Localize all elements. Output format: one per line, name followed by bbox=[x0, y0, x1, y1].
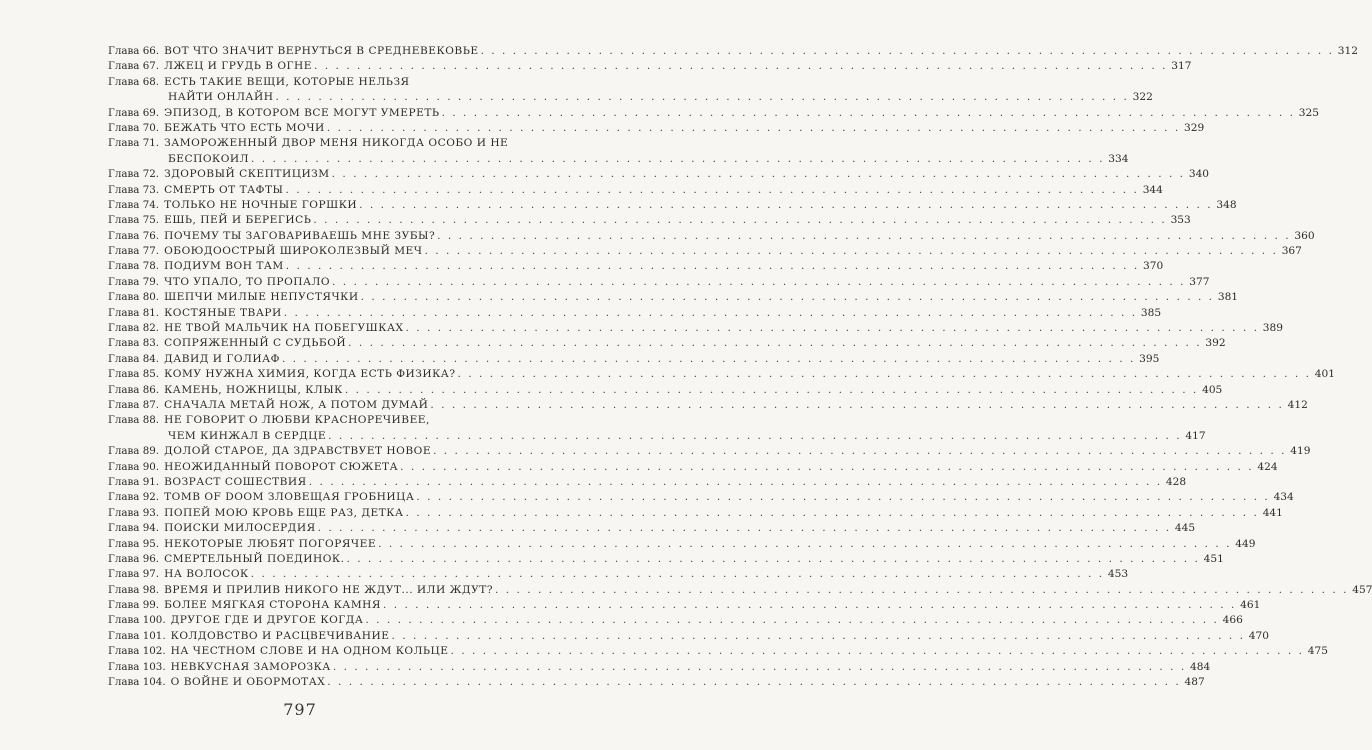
page-ref: 367 bbox=[1281, 245, 1302, 258]
chapter-title: О ВОЙНЕ И ОБОРМОТАХ bbox=[170, 676, 326, 689]
chapter-title-continued: БЕСПОКОИЛ bbox=[168, 152, 250, 165]
page-ref: 329 bbox=[1184, 121, 1205, 134]
chapter-title: ДРУГОЕ ГДЕ И ДРУГОЕ КОГДА bbox=[170, 614, 364, 627]
page-ref: 401 bbox=[1314, 368, 1335, 381]
page-ref: 389 bbox=[1262, 322, 1283, 335]
chapter-number: Глава 73. bbox=[108, 183, 160, 196]
page-ref: 487 bbox=[1184, 676, 1205, 689]
page-ref: 370 bbox=[1142, 260, 1164, 273]
chapter-title: ШЕПЧИ МИЛЫЕ НЕПУСТЯЧКИ bbox=[164, 291, 359, 304]
page-ref: 445 bbox=[1174, 522, 1196, 535]
leader-dots bbox=[275, 90, 1128, 105]
leader-dots bbox=[405, 506, 1258, 521]
page-ref: 441 bbox=[1262, 506, 1283, 519]
chapter-title: КОМУ НУЖНА ХИМИЯ, КОГДА ЕСТЬ ФИЗИКА? bbox=[164, 368, 456, 381]
leader-dots bbox=[251, 152, 1104, 167]
leader-dots bbox=[318, 521, 1171, 536]
leader-dots bbox=[314, 59, 1167, 74]
leader-dots bbox=[383, 598, 1236, 613]
chapter-title: ПОДИУМ ВОН ТАМ bbox=[164, 260, 284, 273]
page-ref: 340 bbox=[1188, 168, 1210, 181]
chapter-number: Глава 75. bbox=[108, 214, 160, 227]
toc-entry bbox=[108, 490, 1294, 505]
leader-dots bbox=[437, 229, 1290, 244]
leader-dots bbox=[392, 629, 1245, 644]
toc-entry bbox=[108, 244, 1302, 259]
page-ref: 417 bbox=[1185, 429, 1206, 442]
toc-entry bbox=[108, 44, 1358, 59]
page-ref: 377 bbox=[1189, 275, 1210, 288]
chapter-number: Глава 95. bbox=[108, 537, 160, 550]
chapter-number: Глава 74. bbox=[108, 198, 160, 211]
chapter-title: ЗАМОРОЖЕННЫЙ ДВОР МЕНЯ НИКОГДА ОСОБО И НЕ bbox=[164, 137, 509, 150]
leader-dots bbox=[284, 306, 1137, 321]
chapter-title: СМЕРТЕЛЬНЫЙ ПОЕДИНОК. bbox=[164, 552, 345, 565]
page-ref: 451 bbox=[1203, 552, 1224, 565]
toc-entry bbox=[108, 106, 1319, 121]
toc-entry bbox=[108, 183, 1163, 198]
chapter-title: НЕКОТОРЫЕ ЛЮБЯТ ПОГОРЯЧЕЕ bbox=[164, 537, 377, 550]
chapter-title-continued: ЧЕМ КИНЖАЛ В СЕРДЦЕ bbox=[168, 429, 327, 442]
chapter-number: Глава 83. bbox=[108, 337, 160, 350]
toc-entry bbox=[108, 567, 1129, 582]
chapter-number: Глава 92. bbox=[108, 491, 160, 504]
leader-dots bbox=[424, 244, 1277, 259]
chapter-title: НЕВКУСНАЯ ЗАМОРОЗКА bbox=[170, 660, 331, 673]
leader-dots bbox=[365, 613, 1218, 628]
toc-entry bbox=[108, 198, 1237, 213]
toc-entry bbox=[108, 275, 1210, 290]
leader-dots bbox=[430, 398, 1283, 413]
leader-dots bbox=[332, 275, 1185, 290]
leader-dots bbox=[313, 213, 1166, 228]
toc-entry bbox=[108, 598, 1261, 613]
chapter-number: Глава 96. bbox=[108, 552, 160, 565]
chapter-title: НА ЧЕСТНОМ СЛОВЕ И НА ОДНОМ КОЛЬЦЕ bbox=[170, 645, 449, 658]
toc-entry bbox=[108, 521, 1196, 536]
toc-entry bbox=[108, 629, 1269, 644]
chapter-number: Глава 102. bbox=[108, 645, 166, 658]
chapter-title: БЕЖАТЬ ЧТО ЕСТЬ МОЧИ bbox=[164, 121, 325, 134]
chapter-number: Глава 72. bbox=[108, 168, 160, 181]
chapter-title: НЕ ТВОЙ МАЛЬЧИК НА ПОБЕГУШКАХ bbox=[164, 322, 404, 335]
page-ref: 466 bbox=[1222, 614, 1243, 627]
chapter-number: Глава 78. bbox=[108, 260, 160, 273]
leader-dots bbox=[361, 290, 1214, 305]
page-ref: 475 bbox=[1307, 645, 1328, 658]
toc-entry bbox=[108, 660, 1211, 675]
toc-entry bbox=[108, 336, 1226, 351]
chapter-title: ДАВИД И ГОЛИАФ bbox=[164, 352, 280, 365]
page-ref: 344 bbox=[1142, 183, 1163, 196]
toc-entry bbox=[108, 259, 1164, 274]
chapter-title: ЭПИЗОД, В КОТОРОМ ВСЕ МОГУТ УМЕРЕТЬ bbox=[164, 106, 440, 119]
chapter-number: Глава 85. bbox=[108, 368, 160, 381]
chapter-number: Глава 103. bbox=[108, 660, 166, 673]
chapter-title-continued: НАЙТИ ОНЛАЙН bbox=[168, 91, 274, 104]
chapter-number: Глава 86. bbox=[108, 383, 160, 396]
toc-entry bbox=[108, 644, 1328, 659]
leader-dots bbox=[348, 336, 1201, 351]
chapter-title: СНАЧАЛА МЕТАЙ НОЖ, А ПОТОМ ДУМАЙ bbox=[164, 398, 429, 411]
chapter-number: Глава 80. bbox=[108, 291, 160, 304]
page-ref: 353 bbox=[1170, 214, 1191, 227]
toc-entry bbox=[108, 321, 1283, 336]
chapter-number: Глава 69. bbox=[108, 106, 160, 119]
chapter-number: Глава 91. bbox=[108, 475, 160, 488]
toc-entry bbox=[108, 167, 1210, 182]
page-ref: 470 bbox=[1248, 629, 1269, 642]
toc-entry bbox=[108, 413, 483, 428]
chapter-title: ЗДОРОВЫЙ СКЕПТИЦИЗМ bbox=[164, 168, 330, 181]
chapter-number: Глава 94. bbox=[108, 522, 160, 535]
chapter-title: TOMB OF DOOM ЗЛОВЕЩАЯ ГРОБНИЦА bbox=[164, 491, 415, 504]
leader-dots bbox=[286, 259, 1139, 274]
page-ref: 360 bbox=[1294, 229, 1315, 242]
toc-entry bbox=[108, 460, 1278, 475]
page-ref: 434 bbox=[1273, 491, 1294, 504]
chapter-title: ЕШЬ, ПЕЙ И БЕРЕГИСЬ bbox=[164, 214, 312, 227]
chapter-title: ПОПЕЙ МОЮ КРОВЬ ЕЩЕ РАЗ, ДЕТКА bbox=[164, 506, 404, 519]
chapter-title: ВОТ ЧТО ЗНАЧИТ ВЕРНУТЬСЯ В СРЕДНЕВЕКОВЬЕ bbox=[164, 45, 479, 57]
toc-entry bbox=[108, 583, 1372, 598]
toc-entry-continuation bbox=[108, 90, 1153, 105]
chapter-number: Глава 99. bbox=[108, 599, 160, 612]
chapter-title: БОЛЕЕ МЯГКАЯ СТОРОНА КАМНЯ bbox=[164, 599, 381, 612]
toc-entry bbox=[108, 398, 1308, 413]
toc-entry bbox=[108, 213, 1191, 228]
chapter-number: Глава 88. bbox=[108, 414, 160, 427]
toc-entry bbox=[108, 121, 1205, 136]
toc-entry bbox=[108, 383, 1223, 398]
chapter-title: КОЛДОВСТВО И РАСЦВЕЧИВАНИЕ bbox=[170, 629, 390, 642]
page-ref: 322 bbox=[1132, 91, 1153, 104]
leader-dots bbox=[433, 444, 1286, 459]
leader-dots bbox=[285, 183, 1138, 198]
leader-dots bbox=[416, 490, 1269, 505]
page-ref: 317 bbox=[1171, 60, 1192, 73]
leader-dots bbox=[481, 44, 1334, 59]
page-ref: 419 bbox=[1290, 445, 1311, 458]
page-ref: 461 bbox=[1240, 599, 1261, 612]
chapter-number: Глава 81. bbox=[108, 306, 160, 319]
toc-entry bbox=[108, 352, 1160, 367]
leader-dots bbox=[442, 106, 1295, 121]
chapter-number: Глава 98. bbox=[108, 583, 160, 596]
chapter-number: Глава 71. bbox=[108, 137, 160, 150]
toc-entry bbox=[108, 367, 1335, 382]
chapter-number: Глава 70. bbox=[108, 121, 160, 134]
page-ref: 334 bbox=[1108, 152, 1129, 165]
page-ref: 424 bbox=[1257, 460, 1278, 473]
page-ref: 392 bbox=[1205, 337, 1226, 350]
chapter-title: ПОИСКИ МИЛОСЕРДИЯ bbox=[164, 522, 316, 535]
chapter-title: ЛЖЕЦ И ГРУДЬ В ОГНЕ bbox=[164, 60, 313, 73]
chapter-title: СОПРЯЖЕННЫЙ С СУДЬБОЙ bbox=[164, 337, 347, 350]
toc-entry bbox=[108, 306, 1162, 321]
leader-dots bbox=[406, 321, 1259, 336]
toc-entry bbox=[108, 444, 1311, 459]
toc-entry bbox=[108, 613, 1243, 628]
chapter-title: ПОЧЕМУ ТЫ ЗАГОВАРИВАЕШЬ МНЕ ЗУБЫ? bbox=[164, 229, 436, 242]
chapter-number: Глава 67. bbox=[108, 60, 160, 73]
leader-dots bbox=[332, 167, 1185, 182]
leader-dots bbox=[359, 198, 1212, 213]
chapter-title: ЕСТЬ ТАКИЕ ВЕЩИ, КОТОРЫЕ НЕЛЬЗЯ bbox=[164, 75, 410, 88]
page-ref: 405 bbox=[1202, 383, 1223, 396]
toc-entry-continuation bbox=[108, 429, 1206, 444]
chapter-number: Глава 101. bbox=[108, 629, 166, 642]
chapter-number: Глава 66. bbox=[108, 45, 160, 57]
chapter-number: Глава 104. bbox=[108, 676, 166, 689]
page-ref: 412 bbox=[1287, 398, 1308, 411]
chapter-title: ВОЗРАСТ СОШЕСТВИЯ bbox=[164, 475, 307, 488]
page-ref: 453 bbox=[1107, 568, 1129, 581]
leader-dots bbox=[328, 429, 1181, 444]
chapter-number: Глава 93. bbox=[108, 506, 160, 519]
chapter-number: Глава 79. bbox=[108, 275, 160, 288]
toc-entry bbox=[108, 552, 1224, 567]
chapter-number: Глава 89. bbox=[108, 445, 160, 458]
chapter-title: ВРЕМЯ И ПРИЛИВ НИКОГО НЕ ЖДУТ... ИЛИ ЖДУТ? bbox=[164, 583, 494, 596]
leader-dots bbox=[345, 383, 1198, 398]
toc-entry bbox=[108, 229, 1315, 244]
chapter-title: НЕОЖИДАННЫЙ ПОВОРОТ СЮЖЕТА bbox=[164, 460, 399, 473]
leader-dots bbox=[495, 583, 1348, 598]
chapter-number: Глава 100. bbox=[108, 614, 166, 627]
chapter-number: Глава 77. bbox=[108, 245, 160, 258]
chapter-number: Глава 68. bbox=[108, 75, 160, 88]
page-ref: 381 bbox=[1217, 291, 1239, 304]
chapter-title: ОБОЮДООСТРЫЙ ШИРОКОЛЕЗВЫЙ МЕЧ bbox=[164, 245, 423, 258]
toc-entry bbox=[108, 506, 1283, 521]
leader-dots bbox=[378, 537, 1231, 552]
page-ref: 457 bbox=[1352, 583, 1372, 596]
toc-entry bbox=[108, 675, 1205, 690]
chapter-number: Глава 76. bbox=[108, 229, 160, 242]
page-ref: 348 bbox=[1216, 198, 1237, 211]
page-ref: 312 bbox=[1337, 45, 1358, 57]
chapter-number: Глава 87. bbox=[108, 398, 160, 411]
leader-dots bbox=[346, 552, 1199, 567]
table-of-contents bbox=[108, 44, 1372, 690]
leader-dots bbox=[333, 660, 1186, 675]
page-number: 797 bbox=[283, 700, 317, 719]
toc-entry bbox=[108, 475, 1187, 490]
leader-dots bbox=[327, 675, 1180, 690]
chapter-number: Глава 84. bbox=[108, 352, 160, 365]
leader-dots bbox=[327, 121, 1180, 136]
chapter-title: СМЕРТЬ ОТ ТАФТЫ bbox=[164, 183, 284, 196]
toc-entry bbox=[108, 59, 1192, 74]
page-ref: 428 bbox=[1165, 475, 1187, 488]
leader-dots bbox=[400, 460, 1253, 475]
chapter-title: КАМЕНЬ, НОЖНИЦЫ, КЛЫК bbox=[164, 383, 343, 396]
toc-entry bbox=[108, 136, 509, 151]
chapter-title: ЧТО УПАЛО, ТО ПРОПАЛО bbox=[164, 275, 331, 288]
leader-dots bbox=[282, 352, 1135, 367]
page-ref: 325 bbox=[1298, 106, 1319, 119]
toc-entry bbox=[108, 290, 1239, 305]
leader-dots bbox=[451, 644, 1304, 659]
toc-entry bbox=[108, 537, 1256, 552]
chapter-title: КОСТЯНЫЕ ТВАРИ bbox=[164, 306, 282, 319]
chapter-number: Глава 90. bbox=[108, 460, 160, 473]
page-ref: 395 bbox=[1139, 352, 1160, 365]
leader-dots bbox=[251, 567, 1104, 582]
page-ref: 484 bbox=[1190, 660, 1211, 673]
chapter-title: ТОЛЬКО НЕ НОЧНЫЕ ГОРШКИ bbox=[164, 198, 358, 211]
page-ref: 385 bbox=[1140, 306, 1162, 319]
chapter-number: Глава 97. bbox=[108, 568, 160, 581]
chapter-title: НЕ ГОВОРИТ О ЛЮБВИ КРАСНОРЕЧИВЕЕ, bbox=[164, 414, 430, 427]
chapter-number: Глава 82. bbox=[108, 322, 160, 335]
chapter-title: ДОЛОЙ СТАРОЕ, ДА ЗДРАВСТВУЕТ НОВОЕ bbox=[164, 445, 432, 458]
chapter-title: НА ВОЛОСОК bbox=[164, 568, 249, 581]
toc-entry bbox=[108, 75, 483, 90]
page-ref: 449 bbox=[1235, 537, 1256, 550]
leader-dots bbox=[309, 475, 1162, 490]
leader-dots bbox=[458, 367, 1311, 382]
toc-entry-continuation bbox=[108, 152, 1129, 167]
